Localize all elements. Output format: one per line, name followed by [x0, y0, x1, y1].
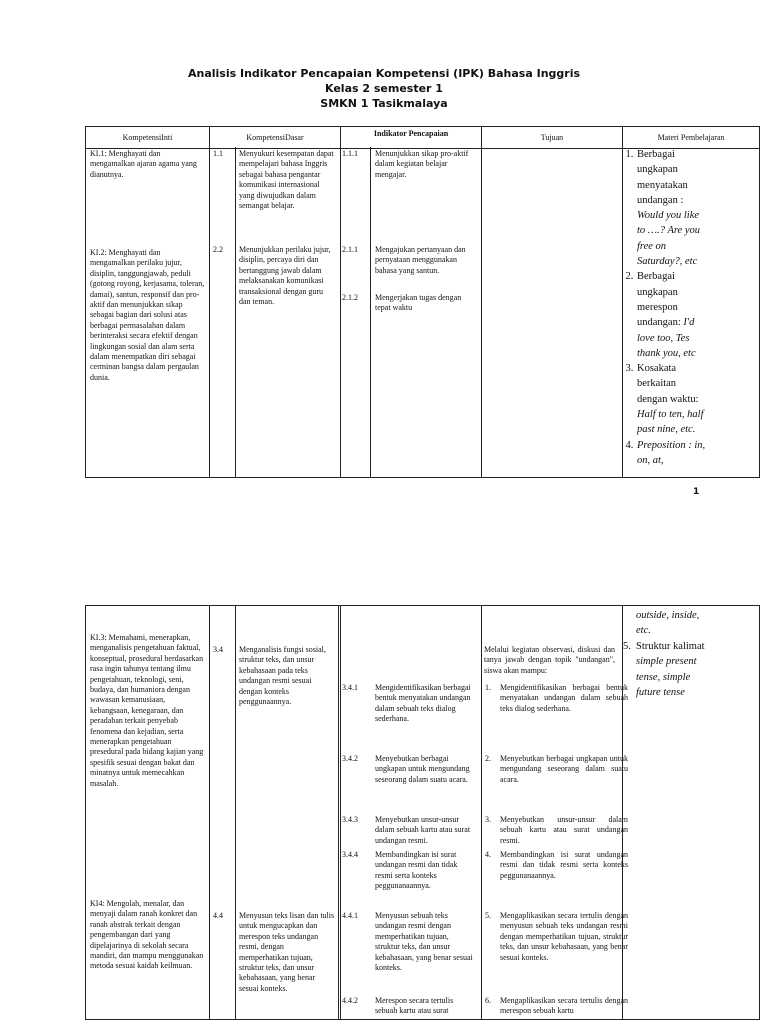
materi-item-5: 5. Struktur kalimat simple present tense, simple future tense: [623, 641, 705, 698]
ki1-text: KI.1: Menghayati dan mengamalkan ajaran agama yang dianutnya.: [90, 149, 197, 179]
page-number: 1: [693, 487, 700, 497]
indicator-3-4-4-number: 3.4.4: [342, 850, 358, 859]
tujuan-list: 1. Mengidentifikasikan berbagai bentuk menyatakan undangan dalam sebuah teks dialog sederhana. 2. Menyebutkan berbagai ungkapan untuk mengundang seseorang dalam suatu acara. 3. Menyebutkan unsur-unsur dalam sebuah kartu atau surat undangan resmi. 4. Membandingkan isi surat undangan resmi dan tidak resmi serta konteks peggunanaannya. 5. Mengaplikasikan secara tertulis dengan menyusun sebuah teks undangan resmi dengan memperhatikan tujuan, struktur teks, dan unsur kebahasaan, yang benar sesuai konteks. 6. Mengaplikasikan secara tertulis dengan merespon sebuah kartu: [485, 683, 628, 1016]
kd2-number: 2.2: [213, 245, 223, 254]
indicator-4-4-1-number: 4.4.1: [342, 911, 358, 920]
header-tujuan: Tujuan: [482, 127, 623, 149]
header-materi: Materi Pembelajaran: [623, 127, 760, 149]
materi-list: [623, 147, 708, 468]
header-indikator: Indikator Pencapaian: [341, 127, 482, 149]
materi-continued: outside, inside, etc.: [636, 610, 700, 637]
document-title: Analisis Indikator Pencapaian Kompetensi (IPK) Bahasa Inggris: [187, 67, 581, 80]
kd34-text: Menganalisis fungsi sosial, struktur teks, dan unsur kebahasaan pada teks undangan resmi sesuai dengan konteks penggunaannya.: [239, 645, 326, 707]
kd34-number: 3.4: [213, 645, 223, 654]
indicator-2-1-1-number: 2.1.1: [342, 245, 358, 254]
ki4-text: KI4: Mengolah, menalar, dan menyaji dalam ranah konkret dan ranah abstrak terkait dengan pengembangan dari yang dipelajarinya di sekolah secara mandiri, dan mampu menggunakan metoda sesuai kaidah keilmuan.: [90, 899, 204, 971]
document-subtitle-class: Kelas 2 semester 1: [325, 82, 443, 95]
kd1-number: 1.1: [213, 149, 223, 158]
indicator-3-4-3-text: Menyebutkan unsur-unsur dalam sebuah kartu atau surat undangan resmi.: [375, 815, 471, 845]
ki3-text: KI.3: Memahami, menerapkan, menganalisis pengetahuan faktual, konseptual, prosedural berdasarkan rasa ingin tahunya tentang ilmu pengetahuan, teknologi, seni, budaya, dan humaniora dengan wawasan kemanusiaan, kebangsaan, kenegaraan, dan peradaban terkait penyebab fenomena dan kejadian, serta menerapkan pengetahuan presedural pada bidang kajian yang spesifik sesuai dengan bakat dan minatnya untuk memecahkan masalah.: [90, 633, 204, 788]
indicator-3-4-3-number: 3.4.3: [342, 815, 358, 824]
materi-item-1: 1. Berbagai ungkapan menyatakan undangan : Would you like to ….? Are you free on Saturday?, etc: [636, 147, 708, 269]
indicator-3-4-4-text: Membandingkan isi surat undangan resmi dan tidak resmi serta konteks peggunanaannya.: [375, 850, 458, 891]
indicator-4-4-2-text: Merespon secara tertulis sebuah kartu atau surat: [375, 996, 454, 1016]
materi-item-2: 2. Berbagai ungkapan merespon undangan: I'd love too, Tes thank you, etc: [636, 269, 708, 361]
indicator-3-4-1-number: 3.4.1: [342, 683, 358, 692]
materi-item-3: 3. Kosakata berkaitan dengan waktu: Half to ten, half past nine, etc.: [636, 361, 708, 437]
indicator-4-4-2-number: 4.4.2: [342, 996, 358, 1005]
kd44-number: 4.4: [213, 911, 223, 920]
indicator-3-4-2-number: 3.4.2: [342, 754, 358, 763]
indicator-1-1-1-text: Menunjukkan sikap pro-aktif dalam kegiatan belajar mengajar.: [375, 149, 469, 179]
indicator-4-4-1-text: Menyusun sebuah teks undangan resmi dengan memperhatikan tujuan, struktur teks, dan unsur kebahasaan, yang benar sesuai konteks.: [375, 911, 473, 973]
indicator-3-4-1-text: Mengidentifikasikan berbagai bentuk menyatakan undangan dalam sebuah teks dialog sederhana.: [375, 683, 471, 724]
ki2-text: KI.2: Menghayati dan mengamalkan perilaku jujur, disiplin, tanggungjawab, peduli (gotong royong, kerjasama, toleran, damai), santun, responsif dan pro-aktif dan menunjukkan sikap sebagai bagian dari solusi atas berbagai permasalahan dalam berinteraksi secara efektif dengan lingkungan sosial dan alam serta dalam menempatkan diri sebagai cerminan bangsa dalam pergaulan dunia.: [90, 248, 205, 382]
header-kompetensi-inti: KompetensiInti: [86, 127, 210, 149]
indicator-1-1-1-number: 1.1.1: [342, 149, 358, 158]
indicator-3-4-2-text: Menyebutkan berbagai ungkapan untuk mengundang seseorang dalam suatu acara.: [375, 754, 470, 784]
kd1-text: Menyukuri kesempatan dapat mempelajari bahasa Inggris sebagai bahasa pengantar komunikasi internasional yang diwujudkan dalam semangat belajar.: [239, 149, 334, 211]
indicator-2-1-2-text: Mengerjakan tugas dengan tepat waktu: [375, 293, 462, 313]
materi-item-4: 4. Preposition : in, on, at,: [636, 438, 708, 469]
tujuan-intro: Melalui kegiatan observasi, diskusi dan tanya jawab dengan topik "undangan", siswa akan mampu:: [484, 645, 615, 675]
indicator-2-1-1-text: Mengajukan pertanyaan dan pernyataan menggunakan bahasa yang santun.: [375, 245, 466, 275]
kd2-text: Menunjukkan perilaku jujur, disiplin, percaya diri dan bertanggung jawab dalam melaksanakan komunikasi transaksional dengan guru dan teman.: [239, 245, 331, 307]
kd44-text: Menyusun teks lisan dan tulis untuk mengucapkan dan merespon teks undangan resmi, dengan memperhatikan tujuan, struktur teks, dan unsur kebahasaan, yang benar sesuai konteks.: [239, 911, 335, 993]
indicator-2-1-2-number: 2.1.2: [342, 293, 358, 302]
document-subtitle-school: SMKN 1 Tasikmalaya: [320, 97, 448, 110]
header-kompetensi-dasar: KompetensiDasar: [210, 127, 341, 149]
